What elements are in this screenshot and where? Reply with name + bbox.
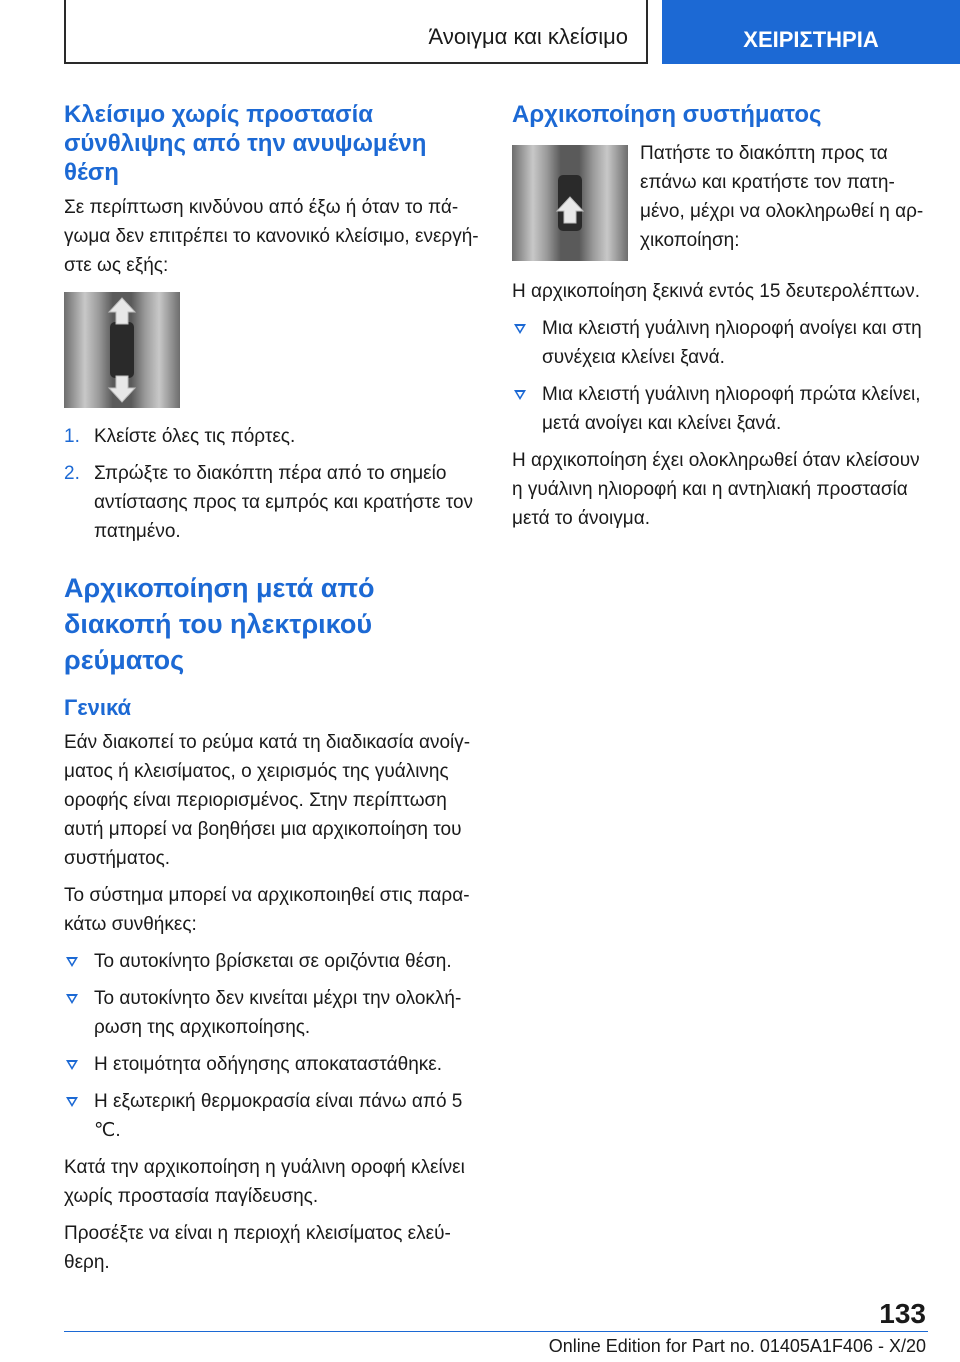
- condition-text: Η ετοιμότητα οδήγησης αποκαταστάθηκε.: [94, 1054, 443, 1075]
- instruction-paragraph: Πατήστε το διακόπτη προς τα επάνω και κρατήστε τον πατημένο, μέχρι να ολοκληρωθεί η αρχικοποίηση:: [640, 143, 924, 251]
- chapter-tab: ΧΕΙΡΙΣΤΗΡΙΑ: [662, 0, 960, 64]
- step-number: 2.: [64, 463, 80, 484]
- arrow-down-icon: [107, 374, 137, 404]
- switch-push-up-image: [512, 145, 628, 261]
- edition-footer: Online Edition for Part no. 01405A1F406 - X/20: [548, 1336, 926, 1356]
- behavior-list: [512, 314, 926, 438]
- page-number: 133: [879, 1298, 926, 1329]
- list-item: [512, 380, 926, 438]
- left-column: [64, 100, 482, 1285]
- arrow-up-icon: [107, 296, 137, 326]
- conditions-list: [64, 947, 482, 1145]
- start-time-paragraph: Η αρχικοποίηση ξεκινά εντός 15 δευτερολέπτων.: [512, 281, 921, 302]
- heading-initialization-after-power-loss: Αρχικοποίηση μετά από διακοπή του ηλεκτρικού ρεύματος: [64, 573, 375, 675]
- step-number: 1.: [64, 426, 80, 447]
- intro-paragraph: Σε περίπτωση κινδύνου από έξω ή όταν το πάγωμα δεν επιτρέπει το κανονικό κλείσιμο, ενεργήστε ως εξής:: [64, 197, 479, 276]
- switch-slot: [110, 322, 134, 378]
- right-column: [512, 100, 926, 541]
- clear-area-paragraph: Προσέξτε να είναι η περιοχή κλεισίματος ελεύθερη.: [64, 1223, 451, 1273]
- steps-list: [64, 422, 482, 546]
- step-text: Κλείστε όλες τις πόρτες.: [94, 426, 296, 447]
- behavior-text: Μια κλειστή γυάλινη ηλιοροφή πρώτα κλείνει, μετά ανοίγει και κλείνει ξανά.: [542, 384, 921, 434]
- condition-text: Το αυτοκίνητο βρίσκεται σε οριζόντια θέση.: [94, 951, 452, 972]
- bullet-triangle-icon: [66, 994, 78, 1004]
- condition-text: Η εξωτερική θερμοκρασία είναι πάνω από 5 ℃.: [94, 1091, 463, 1141]
- condition-text: Το αυτοκίνητο δεν κινείται μέχρι την ολοκλήρωση της αρχικοποίησης.: [94, 988, 462, 1038]
- bullet-triangle-icon: [514, 324, 526, 334]
- conditions-intro: Το σύστημα μπορεί να αρχικοποιηθεί στις παρακάτω συνθήκες:: [64, 885, 470, 935]
- footer-divider: [64, 1331, 928, 1332]
- list-item: [64, 1087, 482, 1145]
- list-item: [64, 1050, 482, 1079]
- subheading-general: Γενικά: [64, 695, 132, 720]
- list-item: [64, 984, 482, 1042]
- heading-system-initialization: Αρχικοποίηση συστήματος: [512, 101, 822, 128]
- section-title: Άνοιγμα και κλείσιμο: [428, 24, 628, 49]
- bullet-triangle-icon: [66, 1060, 78, 1070]
- arrow-up-icon: [555, 195, 585, 225]
- list-item: [64, 947, 482, 976]
- completion-paragraph: Η αρχικοποίηση έχει ολοκληρωθεί όταν κλείσουν η γυάλινη ηλιοροφή και η αντηλιακή προστασία μετά το άνοιγμα.: [512, 450, 920, 529]
- bullet-triangle-icon: [514, 390, 526, 400]
- list-item: [512, 314, 926, 372]
- behavior-text: Μια κλειστή γυάλινη ηλιοροφή ανοίγει και στη συνέχεια κλείνει ξανά.: [542, 318, 922, 368]
- bullet-triangle-icon: [66, 1097, 78, 1107]
- list-item: [64, 422, 482, 451]
- general-paragraph: Εάν διακοπεί το ρεύμα κατά τη διαδικασία ανοίγματος ή κλεισίματος, ο χειρισμός της γυάλινης οροφής είναι περιορισμένος. Στην περίπτωση αυτή μπορεί να βοηθήσει μια αρχικοποίηση του συστήματος.: [64, 732, 471, 869]
- closing-note-paragraph: Κατά την αρχικοποίηση η γυάλινη οροφή κλείνει χωρίς προστασία παγίδευσης.: [64, 1157, 465, 1207]
- bullet-triangle-icon: [66, 957, 78, 967]
- heading-close-without-protection: Κλείσιμο χωρίς προστασία σύνθλιψης από την ανυψωμένη θέση: [64, 101, 427, 186]
- step-text: Σπρώξτε το διακόπτη πέρα από το σημείο αντίστασης προς τα εμπρός και κρατήστε τον πατημένο.: [94, 463, 474, 542]
- switch-push-forward-image: [64, 292, 180, 408]
- header-frame: [64, 0, 648, 64]
- list-item: [64, 459, 482, 546]
